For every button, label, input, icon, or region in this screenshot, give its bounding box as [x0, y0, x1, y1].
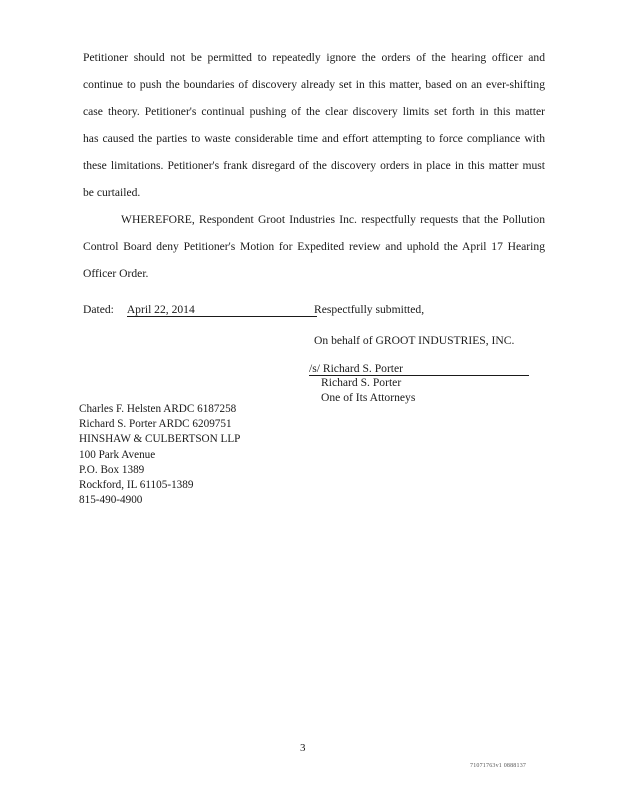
counsel-line: 815-490-4900 — [79, 494, 143, 507]
e-signature: /s/ Richard S. Porter — [309, 362, 404, 375]
counsel-line: Rockford, IL 61105-1389 — [79, 479, 194, 492]
para1-line: continue to push the boundaries of discovery already set in this matter, based on an ever-shifting — [83, 78, 545, 91]
dated-label: Dated: — [83, 303, 114, 316]
document-id: 71071763v1 0888137 — [470, 763, 527, 769]
para1-line: these limitations. Petitioner's frank disregard of the discovery orders in place in this matter must — [83, 159, 545, 172]
para1-line: has caused the parties to waste considerable time and effort attempting to force compliance with — [83, 132, 545, 145]
counsel-line: HINSHAW & CULBERTSON LLP — [79, 433, 241, 446]
para1-line: Petitioner should not be permitted to repeatedly ignore the orders of the hearing officer and — [83, 51, 545, 64]
counsel-block — [79, 402, 240, 508]
date-line — [127, 303, 317, 317]
counsel-line: Charles F. Helsten ARDC 6187258 — [79, 403, 237, 415]
para2-line: WHEREFORE, Respondent Groot Industries Inc. respectfully requests that the Pollution — [121, 213, 545, 226]
body-paragraph-wherefore — [83, 206, 545, 287]
on-behalf-text: On behalf of GROOT INDUSTRIES, INC. — [314, 334, 515, 347]
para2-line: Officer Order. — [83, 267, 149, 280]
body-paragraph-1 — [83, 44, 545, 206]
closing-text: Respectfully submitted, — [314, 303, 425, 316]
signer-role: One of Its Attorneys — [321, 391, 416, 404]
counsel-line: P.O. Box 1389 — [79, 463, 145, 476]
signer-name: Richard S. Porter — [321, 376, 402, 389]
date-value: April 22, 2014 — [126, 303, 195, 316]
counsel-line: Richard S. Porter ARDC 6209751 — [79, 418, 232, 431]
signature-line — [309, 362, 529, 376]
para1-line: be curtailed. — [83, 186, 141, 199]
dated-row — [83, 303, 317, 317]
para1-line: case theory. Petitioner's continual pushing of the clear discovery limits set forth in this matter — [83, 105, 545, 118]
para2-line: Control Board deny Petitioner's Motion for Expedited review and uphold the April 17 Hearing — [83, 240, 545, 253]
counsel-line: 100 Park Avenue — [79, 448, 156, 461]
page-number: 3 — [300, 742, 306, 754]
